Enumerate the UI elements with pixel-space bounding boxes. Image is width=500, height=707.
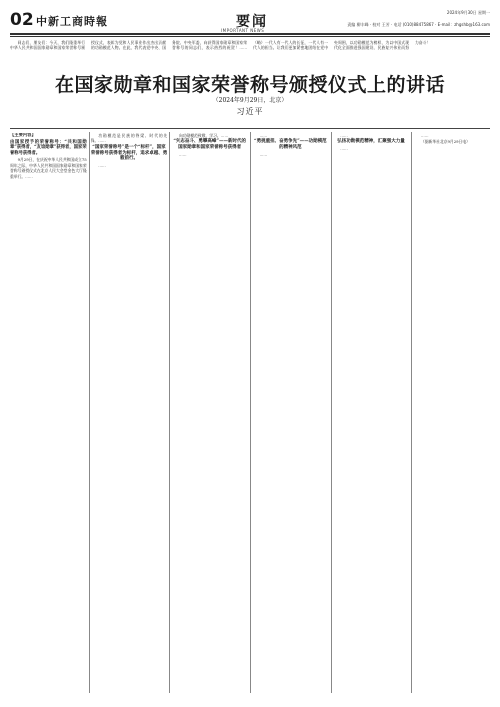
section-title: 要闻 [236, 14, 268, 30]
issue-date: 2024年9月30日 星期一 [446, 10, 490, 15]
masthead-rule-thin [10, 36, 490, 37]
headline: 在国家勋章和国家荣誉称号颁授仪式上的讲话 [54, 74, 445, 96]
article-column-4 [252, 133, 329, 693]
headline-separator [10, 128, 490, 129]
subheading: “矢志奋斗、勇攀高峰”——新时代的国家勋章和国家荣誉称号获得者 [173, 139, 246, 151]
column-divider [89, 132, 90, 693]
body-paragraph: 向功勋模范致敬、学习。…… [178, 133, 229, 138]
subheading: 弘扬功勋模范精神，汇聚强大力量 [337, 139, 405, 145]
lead-paragraph: 同志们，朋友们：今天，我们隆重举行中华人民共和国国家勋章和国家荣誉称号颁授仪式，表彰为党和人民事业作出杰出贡献的功勋模范人物。在此，我代表党中央、国务院、中央军委，向获得国家勋章和国家荣誉称号的同志们，表示热烈的祝贺！……（略）一代人有一代人的长征，一代人有一代人的担当。让我们更加紧密地团结在党中央周围，以功勋模范为榜样，为以中国式现代化全面推进强国建设、民族复兴伟业而努力奋斗！ [10, 40, 431, 51]
body-paragraph: …… [340, 133, 348, 138]
section-title-en: IMPORTANT NEWS [221, 28, 265, 33]
masthead-rule [10, 33, 490, 35]
body-paragraph: …… [420, 133, 429, 138]
column-divider [331, 132, 332, 693]
article-column-5 [333, 133, 410, 693]
body-paragraph: …… [340, 146, 348, 152]
body-paragraph: …… [259, 133, 268, 138]
subheading: “勇挑重担、奋勇争先”——功勋模范的精神风范 [253, 139, 327, 151]
body-paragraph: …… [259, 152, 268, 157]
article-column-6 [413, 133, 490, 693]
column-divider [250, 132, 251, 693]
body-paragraph: 9月29日，在庆祝中华人民共和国成立75周年之际，中华人民共和国国家勋章和国家荣誉称号颁授仪式在北京人民大会堂金色大厅隆重举行。…… [10, 157, 87, 179]
dateline: （2024年9月29日，北京） [212, 97, 288, 104]
subheading: 由国家授予的荣誉称号：“共和国勋章”获得者，“友谊勋章”获得者，国家荣誉称号获得者。 [10, 139, 87, 156]
paper-name: 中新工商時報 [36, 15, 108, 28]
article-column-1 [10, 133, 87, 693]
masthead [10, 8, 490, 34]
page-number: 02 [10, 10, 34, 30]
column-divider [411, 132, 412, 693]
article-column-3 [171, 133, 248, 693]
body-paragraph: 功勋模范是民族的脊梁、时代的先锋。…… [90, 133, 168, 144]
article-column-2 [91, 133, 168, 693]
column-divider [169, 132, 170, 693]
subheading: 【主要内容】 [10, 133, 36, 138]
body-paragraph: …… [98, 163, 106, 169]
editor-info: 责编 柳丰峰 · 校对 王芳 · 电话 (010)88475867 · E-mail：zhgshb@163.com [347, 22, 490, 27]
author-byline: 习近平 [236, 107, 264, 116]
body-paragraph: …… [178, 152, 187, 157]
subheading: “国家荣誉称号”是一个“标杆”，国家荣誉称号获得者为标杆，追求卓越、勇毅前行。 [90, 144, 168, 162]
body-paragraph: （据新华社北京9月29日电） [420, 139, 470, 145]
